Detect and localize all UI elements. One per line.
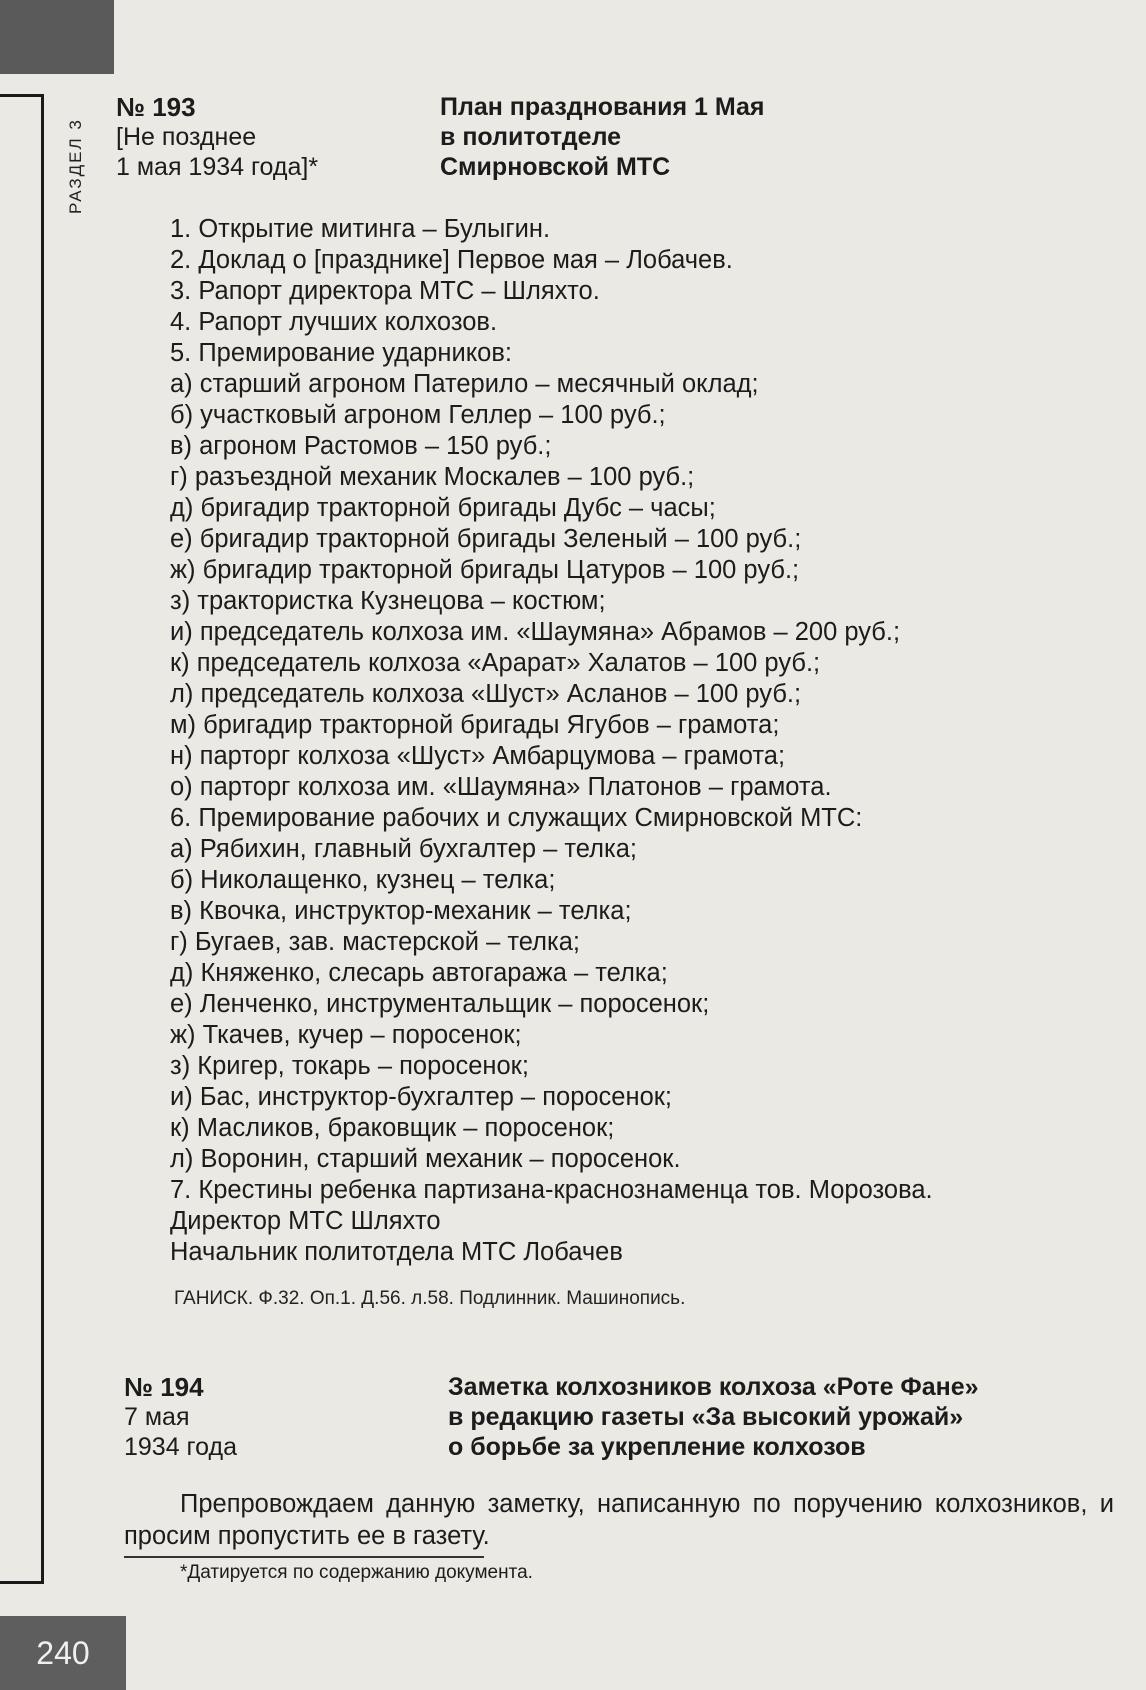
footnote: *Датируется по содержанию документа. bbox=[180, 1562, 533, 1583]
doc193-title: План празднования 1 Мая в политотделе Смирновской МТС bbox=[440, 93, 765, 181]
signature-director: Директор МТС Шляхто bbox=[170, 1207, 441, 1235]
list-item: к) председатель колхоза «Арарат» Халатов – 100 руб.; bbox=[170, 649, 821, 677]
list-item: е) бригадир тракторной бригады Зеленый – 100 руб.; bbox=[170, 525, 802, 553]
list-item: 3. Рапорт директора МТС – Шляхто. bbox=[170, 277, 600, 305]
page-number: 240 bbox=[0, 1616, 126, 1690]
list-item: г) Бугаев, зав. мастерской – телка; bbox=[170, 928, 580, 956]
list-item: 1. Открытие митинга – Булыгин. bbox=[170, 215, 551, 243]
list-item: а) Рябихин, главный бухгалтер – телка; bbox=[170, 835, 637, 863]
list-item: 6. Премирование рабочих и служащих Смирновской МТС: bbox=[170, 804, 863, 832]
list-item: 2. Доклад о [празднике] Первое мая – Лобачев. bbox=[170, 246, 733, 274]
list-item: д) Княженко, слесарь автогаража – телка; bbox=[170, 959, 668, 987]
list-item: м) бригадир тракторной бригады Ягубов – грамота; bbox=[170, 711, 780, 739]
doc194-date: 7 мая 1934 года bbox=[124, 1403, 237, 1461]
doc194-intro: Препровождаем данную заметку, написанную по поручению колхозников, и просим пропустить ее в газету. bbox=[124, 1490, 1114, 1550]
list-item: з) трактористка Кузнецова – костюм; bbox=[170, 587, 606, 615]
list-item: б) участковый агроном Геллер – 100 руб.; bbox=[170, 401, 666, 429]
list-item: а) старший агроном Патерило – месячный оклад; bbox=[170, 370, 759, 398]
doc193-number: № 193 bbox=[116, 92, 196, 122]
list-item: в) агроном Растомов – 150 руб.; bbox=[170, 432, 552, 460]
corner-block bbox=[0, 0, 114, 74]
footnote-divider bbox=[124, 1556, 484, 1558]
list-item: к) Масликов, браковщик – поросенок; bbox=[170, 1114, 615, 1142]
list-item: б) Николащенко, кузнец – телка; bbox=[170, 866, 556, 894]
doc194-header bbox=[124, 1372, 237, 1462]
list-item: ж) бригадир тракторной бригады Цатуров – 100 руб.; bbox=[170, 556, 800, 584]
list-item: л) председатель колхоза «Шуст» Асланов – 100 руб.; bbox=[170, 680, 802, 708]
list-item: г) разъездной механик Москалев – 100 руб.; bbox=[170, 463, 695, 491]
list-item: и) председатель колхоза им. «Шаумяна» Абрамов – 200 руб.; bbox=[170, 618, 901, 646]
list-item: н) парторг колхоза «Шуст» Амбарцумова – грамота; bbox=[170, 742, 786, 770]
list-item: з) Кригер, токарь – поросенок; bbox=[170, 1052, 529, 1080]
doc193-header bbox=[116, 92, 318, 182]
doc193-source: ГАНИСК. Ф.32. Оп.1. Д.56. л.58. Подлинник. Машинопись. bbox=[174, 1288, 686, 1309]
list-item: в) Квочка, инструктор-механик – телка; bbox=[170, 897, 632, 925]
list-item: д) бригадир тракторной бригады Дубс – часы; bbox=[170, 494, 716, 522]
doc193-date: [Не позднее 1 мая 1934 года]* bbox=[116, 123, 319, 181]
doc193-items bbox=[170, 214, 1110, 1268]
list-item: и) Бас, инструктор-бухгалтер – поросенок; bbox=[170, 1083, 672, 1111]
margin-frame bbox=[0, 94, 44, 1584]
list-item: л) Воронин, старший механик – поросенок. bbox=[170, 1145, 681, 1173]
list-item: е) Ленченко, инструментальщик – поросенок; bbox=[170, 990, 710, 1018]
list-item: 5. Премирование ударников: bbox=[170, 339, 512, 367]
doc194-title: Заметка колхозников колхоза «Роте Фане» в редакцию газеты «За высокий урожай» о борьбе за укрепление колхозов bbox=[448, 1373, 979, 1461]
list-item: 7. Крестины ребенка партизана-краснознаменца тов. Морозова. bbox=[170, 1176, 933, 1204]
doc194-number: № 194 bbox=[124, 1372, 204, 1402]
signature-head: Начальник политотдела МТС Лобачев bbox=[170, 1238, 623, 1266]
list-item: ж) Ткачев, кучер – поросенок; bbox=[170, 1021, 522, 1049]
list-item: 4. Рапорт лучших колхозов. bbox=[170, 308, 498, 336]
list-item: о) парторг колхоза им. «Шаумяна» Платонов – грамота. bbox=[170, 773, 832, 801]
section-label: РАЗДЕЛ 3 bbox=[66, 118, 85, 214]
